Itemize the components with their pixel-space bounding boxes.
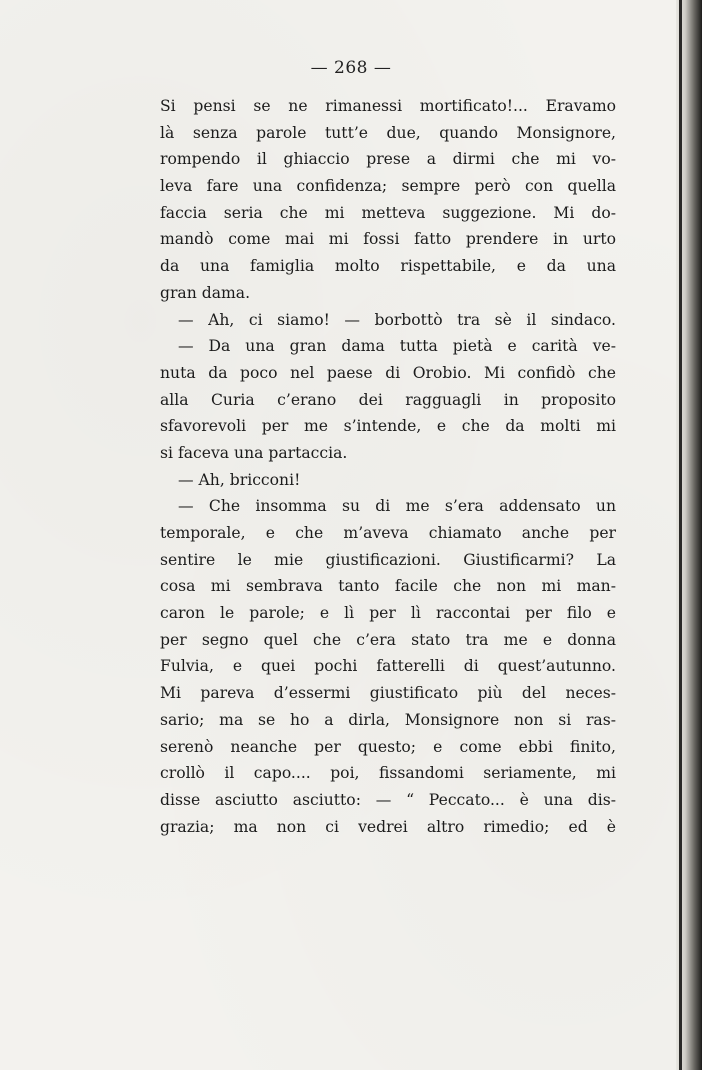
- text-line: — Ah, bricconi!: [178, 470, 301, 489]
- text-line: Si pensi se ne rimanessi mortificato!... Eravamo: [160, 97, 616, 115]
- text-line: rompendo il ghiaccio prese a dirmi che mi vo-: [160, 150, 616, 169]
- text-line: grazia; ma non ci vedrei altro rimedio; ed è: [160, 817, 616, 836]
- text-line: sfavorevoli per me s’intende, e che da molti mi: [160, 417, 616, 436]
- text-line: temporale, e che m’aveva chiamato anche per: [160, 524, 616, 542]
- text-line: là senza parole tutt’e due, quando Monsignore,: [160, 123, 616, 142]
- text-line: mandò come mai mi fossi fatto prendere in urto: [160, 230, 616, 249]
- text-line: per segno quel che c’era stato tra me e donna: [160, 630, 616, 649]
- text-line: gran dama.: [160, 283, 251, 302]
- text-line: Mi pareva d’essermi giustificato più del neces-: [160, 684, 616, 703]
- text-line: — Che insomma su di me s’era addensato un: [178, 497, 616, 516]
- text-line: da una famiglia molto rispettabile, e da una: [160, 257, 616, 276]
- text-line: disse asciutto asciutto: — “ Peccato... è una dis-: [160, 790, 616, 809]
- page-number: — 268 —: [310, 58, 392, 78]
- text-line: caron le parole; e lì per lì raccontai per filo e: [160, 604, 616, 623]
- body-text: [160, 93, 616, 840]
- text-line: serenò neanche per questo; e come ebbi finito,: [160, 737, 616, 756]
- text-line: — Da una gran dama tutta pietà e carità ve-: [178, 337, 616, 356]
- text-line: cosa mi sembrava tanto facile che non mi man-: [160, 577, 616, 596]
- book-binding-shadow: [679, 0, 682, 1070]
- text-line: nuta da poco nel paese di Orobio. Mi confidò che: [160, 363, 616, 382]
- text-line: — Ah, ci siamo! — borbottò tra sè il sindaco.: [178, 310, 616, 329]
- text-line: sario; ma se ho a dirla, Monsignore non si ras-: [160, 710, 616, 729]
- text-line: si faceva una partaccia.: [160, 443, 348, 462]
- text-line: leva fare una confidenza; sempre però con quella: [160, 177, 616, 196]
- text-line: crollò il capo.... poi, fissandomi seriamente, mi: [160, 764, 616, 783]
- text-line: faccia seria che mi metteva suggezione. Mi do-: [160, 203, 616, 222]
- text-line: alla Curia c’erano dei ragguagli in proposito: [160, 390, 616, 409]
- text-line: sentire le mie giustificazioni. Giustificarmi? La: [160, 550, 616, 569]
- text-line: Fulvia, e quei pochi fatterelli di quest’autunno.: [160, 657, 616, 676]
